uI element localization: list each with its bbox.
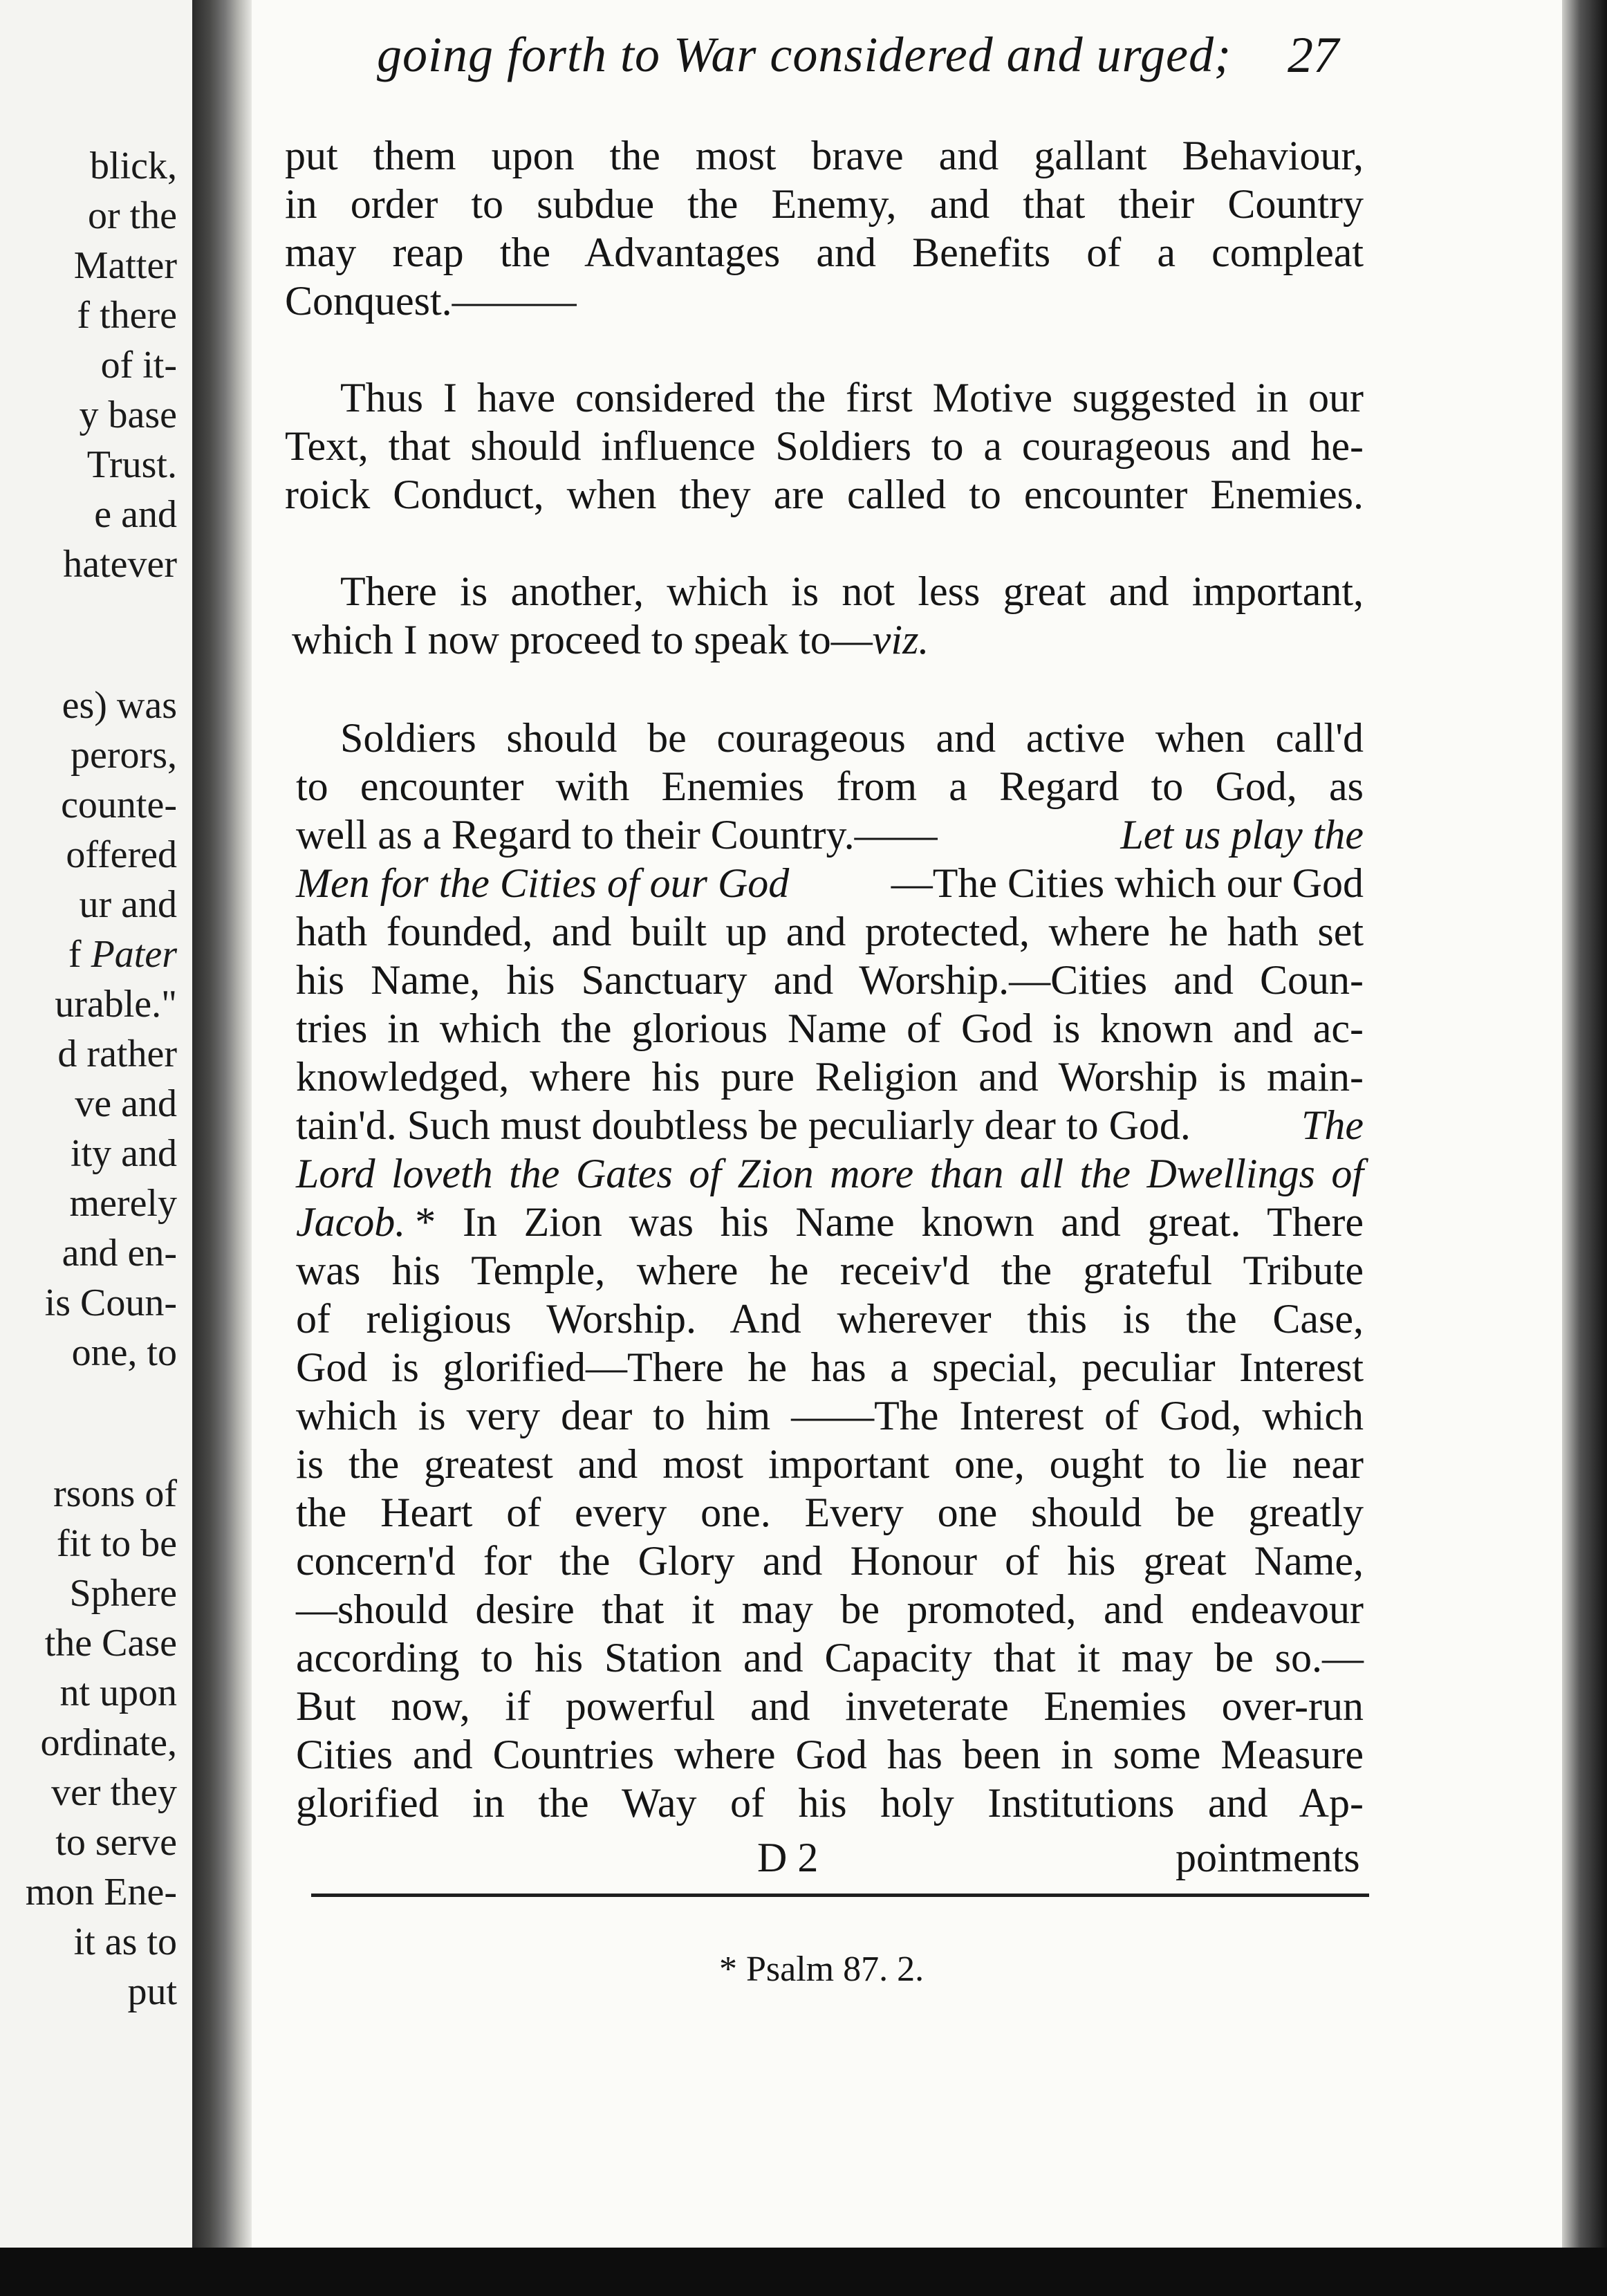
- facing-page-line: put: [127, 1970, 177, 2013]
- text-line: roick Conduct, when they are called to encounter Enemies.: [285, 472, 1364, 517]
- facing-page-line: ve and: [75, 1082, 177, 1125]
- facing-page-line: offered: [66, 833, 177, 876]
- text-line: concern'd for the Glory and Honour of his great Name,: [296, 1538, 1364, 1584]
- text-line: knowledged, where his pure Religion and Worship is main-: [296, 1054, 1364, 1100]
- facing-page-fragment: [0, 0, 192, 2248]
- text-run: tain'd. Such must doubtless be peculiarly dear to God.: [296, 1102, 1191, 1148]
- text-run-italic: The: [1301, 1102, 1364, 1148]
- text-line: hath founded, and built up and protected, where he hath set: [296, 909, 1364, 954]
- text-line: [296, 1198, 1364, 1246]
- text-run: which I now proceed to speak to—: [292, 617, 873, 663]
- facing-page-line: hatever: [63, 543, 177, 586]
- text-line: is the greatest and most important one, ought to lie near: [296, 1441, 1364, 1487]
- text-line: [296, 811, 1364, 859]
- facing-page-line: f there: [77, 294, 177, 337]
- text-line: [296, 1101, 1364, 1149]
- text-line: But now, if powerful and inveterate Enemies over-run: [296, 1683, 1364, 1729]
- facing-page-line: ordinate,: [40, 1721, 177, 1764]
- text-line: was his Temple, where he receiv'd the grateful Tribute: [296, 1248, 1364, 1293]
- text-line: Thus I have considered the first Motive suggested in our: [340, 375, 1364, 420]
- facing-page-line: d rather: [57, 1033, 177, 1075]
- text-line: glorified in the Way of his holy Institutions and Ap-: [296, 1780, 1364, 1826]
- text-run: —The Cities which our God: [891, 860, 1364, 906]
- facing-page-line: the Case: [44, 1622, 177, 1665]
- page-edge-shadow: [1562, 0, 1607, 2296]
- facing-page-line: one, to: [71, 1331, 177, 1374]
- text-run-italic: viz.: [872, 617, 929, 663]
- facing-page-line: rsons of: [53, 1472, 177, 1515]
- facing-page-line: urable.": [55, 983, 177, 1026]
- text-line: in order to subdue the Enemy, and that their Country: [285, 181, 1364, 227]
- facing-page-line: perors,: [71, 734, 177, 777]
- facing-page-line: es) was: [62, 684, 177, 727]
- running-head: going forth to War considered and urged;: [377, 27, 1232, 82]
- text-line: to encounter with Enemies from a Regard to God, as: [296, 763, 1364, 809]
- facing-page-line: y base: [79, 394, 177, 436]
- text-line: Conquest.———: [285, 278, 577, 324]
- footnote-rule: [311, 1894, 1369, 1897]
- text-line: —should desire that it may be promoted, and endeavour: [296, 1586, 1364, 1632]
- text-run: * In Zion was his Name known and great. There: [415, 1199, 1364, 1245]
- text-line: Text, that should influence Soldiers to a courageous and he-: [285, 423, 1364, 469]
- facing-page-line: fit to be: [56, 1522, 177, 1565]
- facing-page-line: f Pater: [68, 933, 177, 976]
- facing-page-line: it as to: [73, 1920, 177, 1963]
- footnote: * Psalm 87. 2.: [719, 1950, 925, 1989]
- text-line: [296, 859, 1364, 907]
- facing-page-line: or the: [87, 194, 177, 237]
- text-line: the Heart of every one. Every one should be greatly: [296, 1490, 1364, 1535]
- facing-page-line: ver they: [51, 1771, 177, 1814]
- text-line: tries in which the glorious Name of God is known and ac-: [296, 1006, 1364, 1051]
- text-line: [292, 615, 1371, 664]
- text-line: which is very dear to him ——The Interest of God, which: [296, 1393, 1364, 1438]
- scan-bottom-border: [0, 2248, 1607, 2296]
- facing-page-line: Matter: [73, 244, 177, 287]
- facing-page-line: blick,: [90, 145, 177, 187]
- facing-page-line: counte-: [61, 784, 177, 826]
- page-number: 27: [1288, 27, 1339, 84]
- text-line: Soldiers should be courageous and active when call'd: [340, 715, 1364, 761]
- text-line: according to his Station and Capacity that it may be so.—: [296, 1635, 1364, 1681]
- text-run: well as a Regard to their Country.——: [296, 812, 938, 858]
- text-run-italic: Jacob.: [296, 1199, 406, 1245]
- facing-page-line: to serve: [55, 1821, 177, 1864]
- facing-page-line: is Coun-: [44, 1281, 177, 1324]
- book-gutter: [192, 0, 252, 2248]
- facing-page-line: merely: [69, 1182, 177, 1225]
- catchword: pointments: [1176, 1835, 1360, 1880]
- facing-page-line: nt upon: [59, 1672, 177, 1714]
- facing-page-line: ur and: [79, 883, 177, 926]
- text-run-italic: Men for the Cities of our God: [296, 860, 790, 906]
- signature-mark: D 2: [757, 1835, 819, 1880]
- text-line: his Name, his Sanctuary and Worship.—Cities and Coun-: [296, 957, 1364, 1003]
- facing-page-line: ity and: [71, 1132, 177, 1175]
- facing-page-line: e and: [94, 493, 177, 536]
- facing-page-line: Trust.: [86, 443, 177, 486]
- facing-page-line: and en-: [62, 1232, 177, 1275]
- text-run-italic: Let us play the: [1120, 812, 1364, 858]
- text-line-italic: Lord loveth the Gates of Zion more than all the Dwellings of: [296, 1151, 1364, 1196]
- text-line: of religious Worship. And wherever this is the Case,: [296, 1296, 1364, 1342]
- text-line: There is another, which is not less great and important,: [340, 568, 1364, 614]
- facing-page-line: mon Ene-: [25, 1871, 177, 1914]
- text-line: put them upon the most brave and gallant Behaviour,: [285, 133, 1364, 178]
- text-line: Cities and Countries where God has been in some Measure: [296, 1732, 1364, 1777]
- facing-page-line: Sphere: [69, 1572, 177, 1615]
- text-line: may reap the Advantages and Benefits of a compleat: [285, 230, 1364, 275]
- facing-page-line: of it-: [100, 344, 177, 387]
- text-line: God is glorified—There he has a special, peculiar Interest: [296, 1344, 1364, 1390]
